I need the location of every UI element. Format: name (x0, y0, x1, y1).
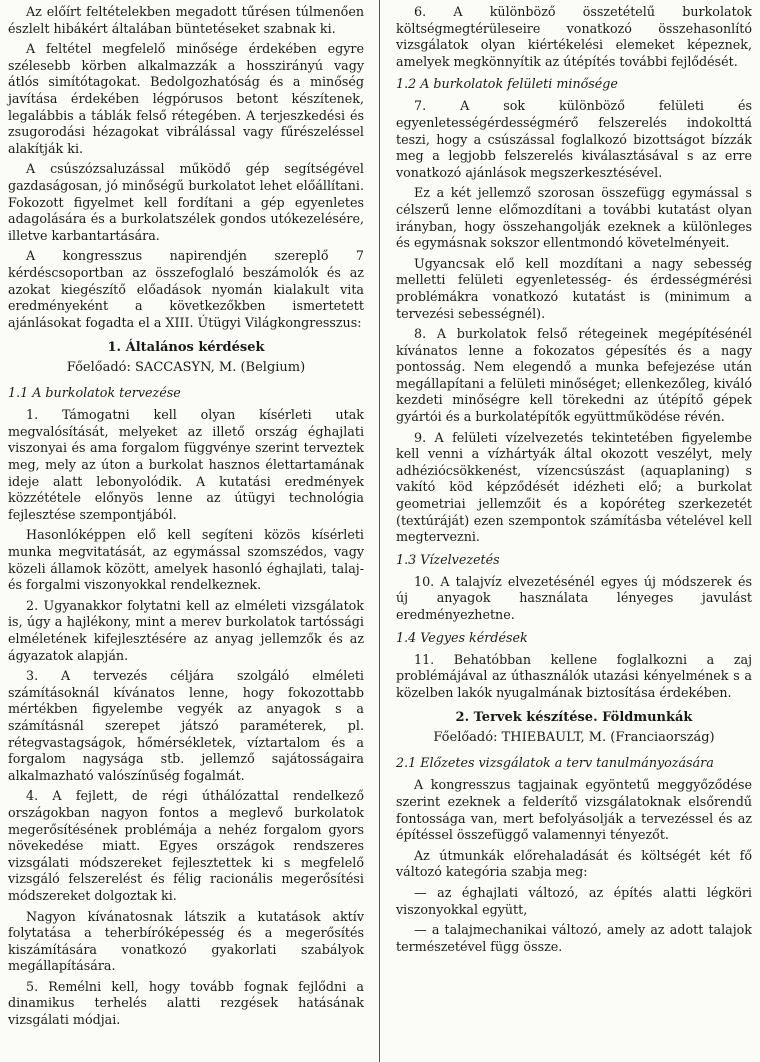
body-paragraph: 4. A fejlett, de régi úthálózattal rendelkező országokban nagyon fontos a meglevő burkolatok megerősítésének problémája a nehéz forgalom gyors növekedése miatt. Egyes országok rendszeres vizsgálati módszereket fejlesztettek ki s megfelelő vizsgáló felszerelést és félig racionális megerősítési módszereket dolgoztak ki. (8, 788, 364, 903)
intro-paragraph: A feltétel megfelelő minősége érdekében egyre szélesebb körben alkalmazzák a hosszirányú vagy átlós simítótagokat. Bedolgozhatóság és a minőség javítása érdekében légpórusos betont készítenek, legalábbis a táblák felső rétegében. A terjeszkedési és zsugorodási hézagokat vibrálással vagy fűrészeléssel alakítják ki. (8, 41, 364, 156)
body-paragraph: Nagyon kívánatosnak látszik a kutatások aktív folytatása a teherbíróképesség és a megerősítés kiszámítására vonatkozó gyakorlati szabályok megállapítására. (8, 908, 364, 974)
body-paragraph: 7. A sok különböző felületi és egyenletességérdességmérő felszerelés indokolttá teszi, hogy a csúszással foglalkozó bizottságot bízzák meg a legjobb felszerelés kiválasztásával s az erre vonatkozó ajánlások megszerkesztésével. (396, 98, 752, 180)
intro-paragraph: A csúszózsaluzással működő gép segítségével gazdaságosan, jó minőségű burkolatot lehet előállítani. Fokozott figyelmet kell fordítani a gép egyenletes adagolására és a burkolatszélek gondos utókezelésére, illetve karbantartására. (8, 161, 364, 243)
section-heading: 2. Tervek készítése. Földmunkák (455, 710, 693, 726)
body-paragraph: 10. A talajvíz elvezetésénél egyes új módszerek és új anyagok használata lényeges javulást eredményezhetne. (396, 573, 752, 622)
body-paragraph: Az útmunkák előrehaladását és költségét két fő változó kategória szabja meg: (396, 847, 752, 880)
body-paragraph: Hasonlóképpen elő kell segíteni közös kísérleti munka megvitatását, az egymással szomszédos, vagy közeli államok között, amelyek hasonló éghajlati, talaj- és forgalmi viszonyokkal rendelkeznek. (8, 527, 364, 593)
subsection-heading: 1.1 A burkolatok tervezése (8, 385, 181, 401)
body-paragraph: 5. Remélni kell, hogy tovább fognak fejlődni a dinamikus terhelés alatti rezgések hatásának vizsgálati módjai. (8, 978, 364, 1028)
subsection-heading: 1.4 Vegyes kérdések (396, 629, 528, 645)
body-paragraph: 3. A tervezés céljára szolgáló elméleti számításoknál kívánatos lenne, hogy fokozottabb mértékben figyelembe vegyék az anyagok s a számításnál szerepet játszó paraméterek, pl. rétegvastagságok, hőmérsékletek, víztartalom és a forgalom nagysága stb. jellemző sajátosságaira alkalmazható valószínűség fogalmát. (8, 668, 364, 783)
intro-paragraph: A kongresszus napirendjén szereplő 7 kérdéscsoportban az összefoglaló beszámolók és az azokat kiegészítő előadások nyomán kialakult vita eredményeként a következőkben ismertetett ajánlásokat fogadta el a XIII. Útügyi Világkongresszus: (8, 248, 364, 330)
subsection-heading: 2.1 Előzetes vizsgálatok a terv tanulmányozására (396, 755, 714, 771)
body-paragraph: 1. Támogatni kell olyan kísérleti utak megvalósítását, melyeket az illető ország éghajlati viszonyai és ama forgalom függvénye szerint terveztek meg, mely az úton a burkolat hasznos élettartamának ideje alatt lebonyolódik. A kutatási eredmények közzététele előnyös lenne az útügyi technológia fejlesztése szempontjából. (8, 407, 364, 522)
section-heading: 1. Általános kérdések (107, 340, 265, 356)
rapporteur-line: Főelőadó: SACCASYN, M. (Belgium) (66, 360, 306, 376)
body-paragraph: 9. A felületi vízelvezetés tekintetében figyelembe kell venni a vízhártyák által okozott veszélyt, mely adhéziócsökkenést, vízencsúszást (aquaplaning) s vakító köd képződését idézheti elő; a burkolat geometriai jellemzőit és a kopóréteg szerkezetét (textúráját) ezen szempontok számításba vételével kell megtervezni. (396, 429, 752, 545)
body-paragraph: 2. Ugyanakkor folytatni kell az elméleti vizsgálatok is, úgy a hajlékony, mint a merev burkolatok tartóssági elméletének kifejlesztésére az anyag jellemzők és az ágyazatok alapján. (8, 597, 364, 663)
dash-list-item: — az éghajlati változó, az építés alatti légköri viszonyokkal együtt, (396, 884, 752, 917)
body-paragraph: 6. A különböző összetételű burkolatok költségmegtérüleseire vonatkozó összehasonlító vizsgálatok olyan kiértékelési elemeket képeznek, amelyek megkönnyítik az útépítés további fejlődését. (396, 4, 752, 69)
body-paragraph: Ez a két jellemző szorosan összefügg egymással s célszerű lenne előmozdítani a további kutatást olyan irányban, hogy összehangolják ezeknek a különleges és egymásnak sokszor ellentmondó követelményeit. (396, 185, 752, 251)
dash-list-item: — a talajmechanikai változó, amely az adott talajok természetével függ össze. (396, 922, 752, 954)
body-paragraph: Ugyancsak elő kell mozdítani a nagy sebesség melletti felületi egyenletesség- és érdességmérési problémákra vonatkozó kutatást is (minimum a tervezési sebességnél). (396, 255, 752, 321)
rapporteur-line: Főelőadó: THIEBAULT, M. (Franciaország) (433, 730, 715, 746)
column-divider (379, 0, 380, 1062)
right-column (396, 4, 752, 959)
intro-paragraph: Az előírt feltételekben megadott tűrésen túlmenően észlelt hibákért általában büntetéseket szabnak ki. (8, 4, 364, 36)
subsection-heading: 1.2 A burkolatok felületi minősége (396, 76, 618, 92)
body-paragraph: 11. Behatóbban kellene foglalkozni a zaj problémájával az úthasználók utazási kényelmének s a közelben lakók nyugalmának biztosítása érdekében. (396, 651, 752, 700)
body-paragraph: 8. A burkolatok felső rétegeinek megépítésénél kívánatos lenne a fokozatos gépesítés és a nagy pontosság. Nem elegendő a munka befejezése után megállapítani a felületi minőséget; ellenkezőleg, kiváló kezdeti minőségre kell törekedni az útépítő gépek gyártói és a burkolatépítők együttműködése révén. (396, 326, 752, 425)
left-column (8, 4, 364, 1033)
body-paragraph: A kongresszus tagjainak egyöntetű meggyőződése szerint ezeknek a felderítő vizsgálatoknak elsőrendű fontossága van, mert befolyásolják a tervezéssel és az építéssel összefüggő valamennyi tényezőt. (396, 777, 752, 843)
subsection-heading: 1.3 Vízelvezetés (396, 551, 500, 567)
